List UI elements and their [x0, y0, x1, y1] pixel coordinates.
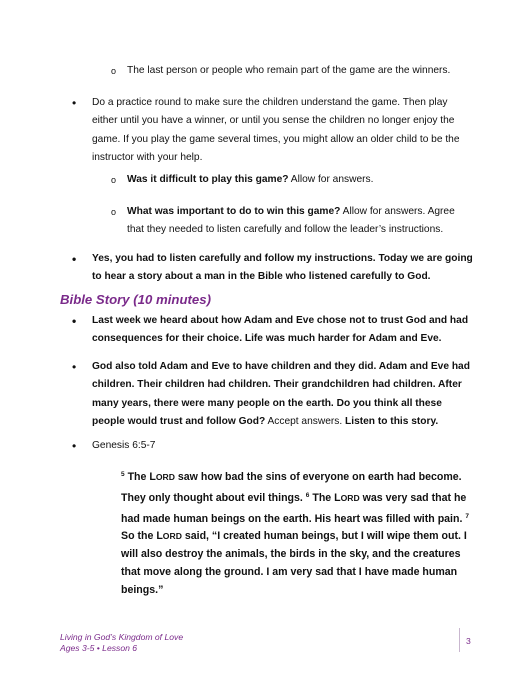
verse-5-text-b: saw how bad the sins of everyone on earth had become. They only thought about evil things. [121, 471, 462, 504]
instruction-text: Accept answers. [265, 416, 346, 428]
listen-prompt: Listen to this story. [345, 416, 439, 428]
sub-bullet-marker: o [111, 207, 117, 217]
bullet-text: Last week we heard about how Adam and Eve chose not to trust God and had consequences for their choice. Life was much harder for Adam and Eve. [92, 315, 469, 345]
story-intro-text: God also told Adam and Eve to have children and they did. Adam and Eve had children. Their children had children. Their grandchildren had children. After many years, there were many people on the earth. Do you think all these people would trust and follow God? [92, 361, 470, 428]
bullet-marker: • [72, 96, 77, 110]
sub-bullet-marker: o [111, 175, 117, 185]
scripture-quote [121, 466, 481, 600]
bullet-text [92, 358, 474, 432]
small-caps-lord: ORD [155, 472, 175, 482]
section-heading: Bible Story (10 minutes) [60, 292, 211, 307]
verse-number-6: 6 [305, 491, 310, 499]
bullet-scripture-reference [72, 437, 474, 457]
sub-bullet-winners [113, 62, 473, 82]
instruction-text: Allow for answers. Agree that they needed to listen carefully and follow the leader’s instructions. [127, 206, 455, 236]
question-text: What was important to do to win this game? [127, 206, 341, 217]
footer-title: Living in God’s Kingdom of Love [60, 632, 184, 642]
bullet-last-week [72, 312, 474, 350]
verse-number-7: 7 [465, 512, 469, 520]
bullet-marker: • [72, 439, 77, 453]
bullet-children [72, 358, 474, 432]
footer-subtitle: Ages 3-5 • Lesson 6 [60, 643, 138, 653]
verse-7-text-b: said, “I created human beings, but I will wipe them out. I will also destroy the animals, the birds in the sky, and the creatures that move along the ground. I am very sad that I have made human beings.” [121, 530, 467, 596]
bullet-marker: • [72, 360, 77, 374]
page-number: 3 [466, 636, 471, 646]
bullet-practice-round [72, 94, 474, 168]
sub-bullet-text: The last person or people who remain part of the game are the winners. [127, 65, 451, 76]
verse-6-text-b: was very sad that he had made human beings on the earth. His heart was filled with pain. [121, 491, 467, 525]
bullet-marker: • [72, 252, 77, 266]
question-text: Was it difficult to play this game? [127, 174, 289, 185]
sub-bullet-text [127, 203, 473, 240]
sub-bullet-text [127, 171, 473, 189]
bullet-text: Do a practice round to make sure the children understand the game. Then play either until you have a winner, or until you sense the children no longer enjoy the game. If you play the game several times, you might allow an older child to be the instructor with your help. [92, 97, 460, 164]
verse-7-text-a: So the L [121, 530, 163, 543]
sub-bullet-important [113, 203, 473, 241]
sub-bullet-marker: o [111, 66, 117, 76]
bullet-text: Yes, you had to listen carefully and follow my instructions. Today we are going to hear a story about a man in the Bible who listened carefully to God. [92, 253, 473, 283]
verse-6-text-a: The L [309, 491, 341, 504]
small-caps-lord: ORD [340, 492, 360, 503]
reference-text: Genesis 6:5-7 [92, 440, 156, 451]
bullet-marker: • [72, 314, 77, 328]
small-caps-lord: ORD [162, 531, 182, 542]
sub-bullet-difficult [113, 171, 473, 191]
instruction-text: Allow for answers. [288, 174, 374, 185]
bullet-listen-carefully [72, 250, 474, 288]
verse-5-text-a: The L [124, 471, 156, 483]
page-footer [60, 632, 183, 654]
footer-divider [459, 628, 460, 652]
verse-number-5: 5 [121, 471, 125, 478]
